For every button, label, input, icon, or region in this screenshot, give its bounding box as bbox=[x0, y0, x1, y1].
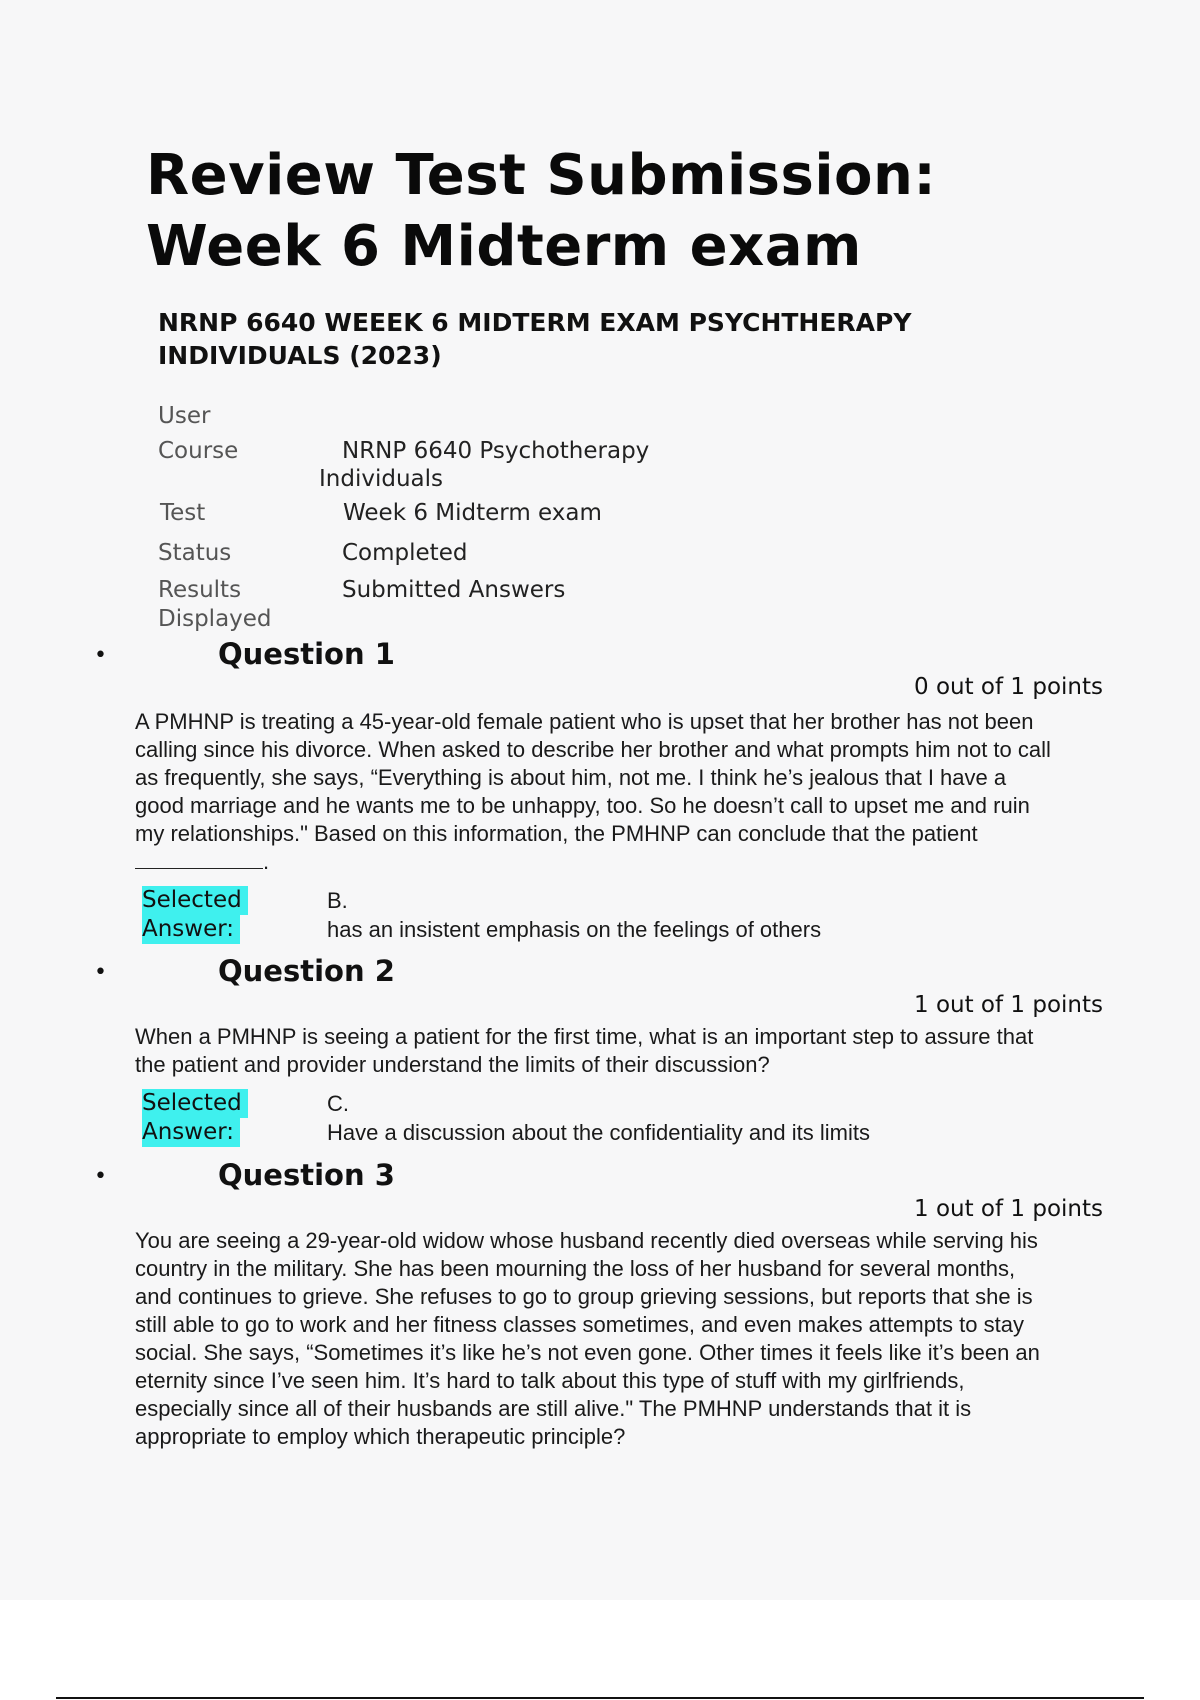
answer-blank bbox=[135, 850, 263, 869]
test-value: Week 6 Midterm exam bbox=[343, 500, 602, 526]
question-heading: Question 1 bbox=[218, 637, 395, 671]
list-bullet: • bbox=[94, 643, 107, 668]
answer-letter: C. bbox=[327, 1091, 349, 1116]
selected-answer-label: Selected Answer: bbox=[142, 1089, 252, 1147]
test-label: Test bbox=[160, 500, 206, 526]
results-label-line-2: Displayed bbox=[158, 606, 272, 632]
question-text: You are seeing a 29-year-old widow whose husband recently died overseas while serving his country in the military. She has been mourning the loss of her husband for several months, and continues to grieve. She refuses to go to group grieving sessions, but reports that she is still able to go to work and her fitness classes sometimes, and even makes attempts to stay social. She says, “Sometimes it’s like he’s not even gone. Other times it feels like it’s been an eternity since I’ve seen him. It’s hard to talk about this type of stuff with my girlfriends, especially since all of their husbands are still alive." The PMHNP understands that it is appropriate to employ which therapeutic principle? bbox=[135, 1228, 1040, 1449]
question-text bbox=[135, 708, 1055, 876]
course-value-line-1: NRNP 6640 Psychotherapy bbox=[342, 438, 650, 464]
question-heading: Question 3 bbox=[218, 1158, 395, 1192]
question-points: 1 out of 1 points bbox=[914, 992, 1103, 1018]
question-text-body: A PMHNP is treating a 45-year-old female patient who is upset that her brother has not been calling since his divorce. When asked to describe her brother and what prompts him not to call as frequently, she says, “Everything is about him, not me. I think he’s jealous that I have a good marriage and he wants me to be unhappy, too. So he doesn’t call to upset me and ruin my relationships." Based on this information, the PMHNP can conclude that the patient bbox=[135, 709, 1051, 846]
answer-text: has an insistent emphasis on the feelings of others bbox=[327, 917, 822, 942]
page-title-line-2: Week 6 Midterm exam bbox=[146, 214, 862, 279]
course-label: Course bbox=[158, 438, 239, 464]
user-label: User bbox=[158, 403, 211, 429]
question-text-end: . bbox=[263, 849, 270, 874]
list-bullet: • bbox=[94, 960, 107, 985]
list-bullet: • bbox=[94, 1164, 107, 1189]
question-points: 1 out of 1 points bbox=[914, 1196, 1103, 1222]
answer-letter: B. bbox=[327, 888, 348, 913]
page-title-line-1: Review Test Submission: bbox=[146, 143, 937, 208]
results-label-line-1: Results bbox=[158, 577, 242, 603]
selected-answer-label: Selected Answer: bbox=[142, 886, 252, 944]
exam-subtitle: NRNP 6640 WEEEK 6 MIDTERM EXAM PSYCHTHERAPY INDIVIDUALS (2023) bbox=[158, 308, 912, 370]
footer-divider bbox=[56, 1697, 1144, 1699]
status-value: Completed bbox=[342, 540, 468, 566]
question-heading: Question 2 bbox=[218, 954, 395, 988]
answer-text: Have a discussion about the confidentiality and its limits bbox=[327, 1120, 870, 1145]
results-value: Submitted Answers bbox=[342, 577, 566, 603]
course-value-line-2: Individuals bbox=[319, 466, 443, 492]
question-points: 0 out of 1 points bbox=[914, 674, 1103, 700]
page-title bbox=[146, 140, 936, 282]
status-label: Status bbox=[158, 540, 232, 566]
question-text: When a PMHNP is seeing a patient for the first time, what is an important step to assure that the patient and provider understand the limits of their discussion? bbox=[135, 1024, 1034, 1077]
